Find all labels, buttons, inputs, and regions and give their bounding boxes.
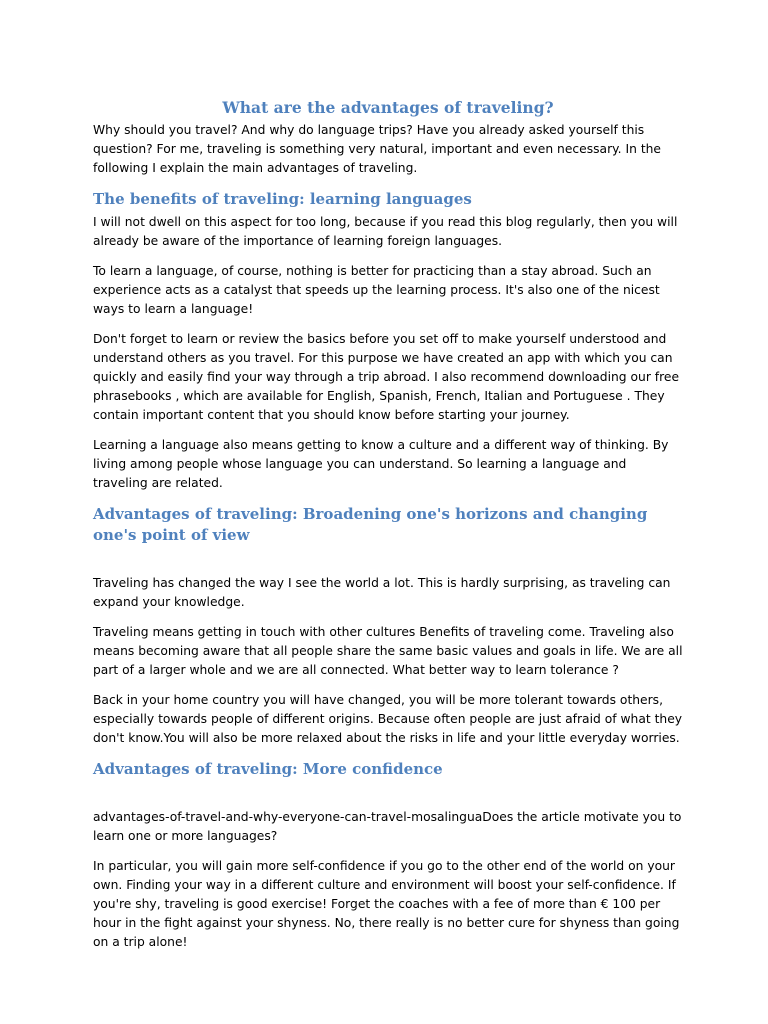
paragraph: To learn a language, of course, nothing is better for practicing than a stay abroad. Such an experience acts as a catalyst that speeds up the learning process. It's also one of the nicest ways to learn a language! bbox=[93, 264, 660, 316]
paragraph: Back in your home country you will have changed, you will be more tolerant towards others, especially towards people of different origins. Because often people are just afraid of what they don't know.You will also be more relaxed about the risks in life and your little everyday worries. bbox=[93, 693, 683, 745]
paragraph: advantages-of-travel-and-why-everyone-can-travel-mosalinguaDoes the article motivate you to learn one or more languages? bbox=[93, 810, 682, 843]
paragraph: Traveling means getting in touch with other cultures Benefits of traveling come. Traveling also means becoming aware that all people share the same basic values and goals in life. We are all part of a larger whole and we are all connected. What better way to learn tolerance ? bbox=[93, 625, 683, 677]
paragraph: I will not dwell on this aspect for too long, because if you read this blog regularly, then you will already be aware of the importance of learning foreign languages. bbox=[93, 215, 678, 248]
paragraph: In particular, you will gain more self-confidence if you go to the other end of the world on your own. Finding your way in a different culture and environment will boost your self-confidence. If you're shy, traveling is good exercise! Forget the coaches with a fee of more than € 100 per hour in the fight against your shyness. No, there really is no better cure for shyness than going on a trip alone! bbox=[93, 859, 680, 949]
section-heading-horizons: Advantages of traveling: Broadening one's horizons and changing one's point of view bbox=[93, 505, 648, 544]
paragraph: Traveling has changed the way I see the world a lot. This is hardly surprising, as traveling can expand your knowledge. bbox=[93, 576, 671, 609]
document-body bbox=[93, 98, 683, 952]
intro-paragraph: Why should you travel? And why do language trips? Have you already asked yourself this question? For me, traveling is something very natural, important and even necessary. In the following I explain the main advantages of traveling. bbox=[93, 123, 661, 175]
page-title: What are the advantages of traveling? bbox=[222, 98, 554, 117]
section-heading-confidence: Advantages of traveling: More confidence bbox=[93, 760, 443, 778]
section-heading-languages: The benefits of traveling: learning languages bbox=[93, 190, 472, 208]
paragraph: Learning a language also means getting to know a culture and a different way of thinking. By living among people whose language you can understand. So learning a language and traveling are related. bbox=[93, 438, 669, 490]
paragraph: Don't forget to learn or review the basics before you set off to make yourself understood and understand others as you travel. For this purpose we have created an app with which you can quickly and easily find your way through a trip abroad. I also recommend downloading our free phrasebooks , which are available for English, Spanish, French, Italian and Portuguese . They contain important content that you should know before starting your journey. bbox=[93, 332, 680, 422]
